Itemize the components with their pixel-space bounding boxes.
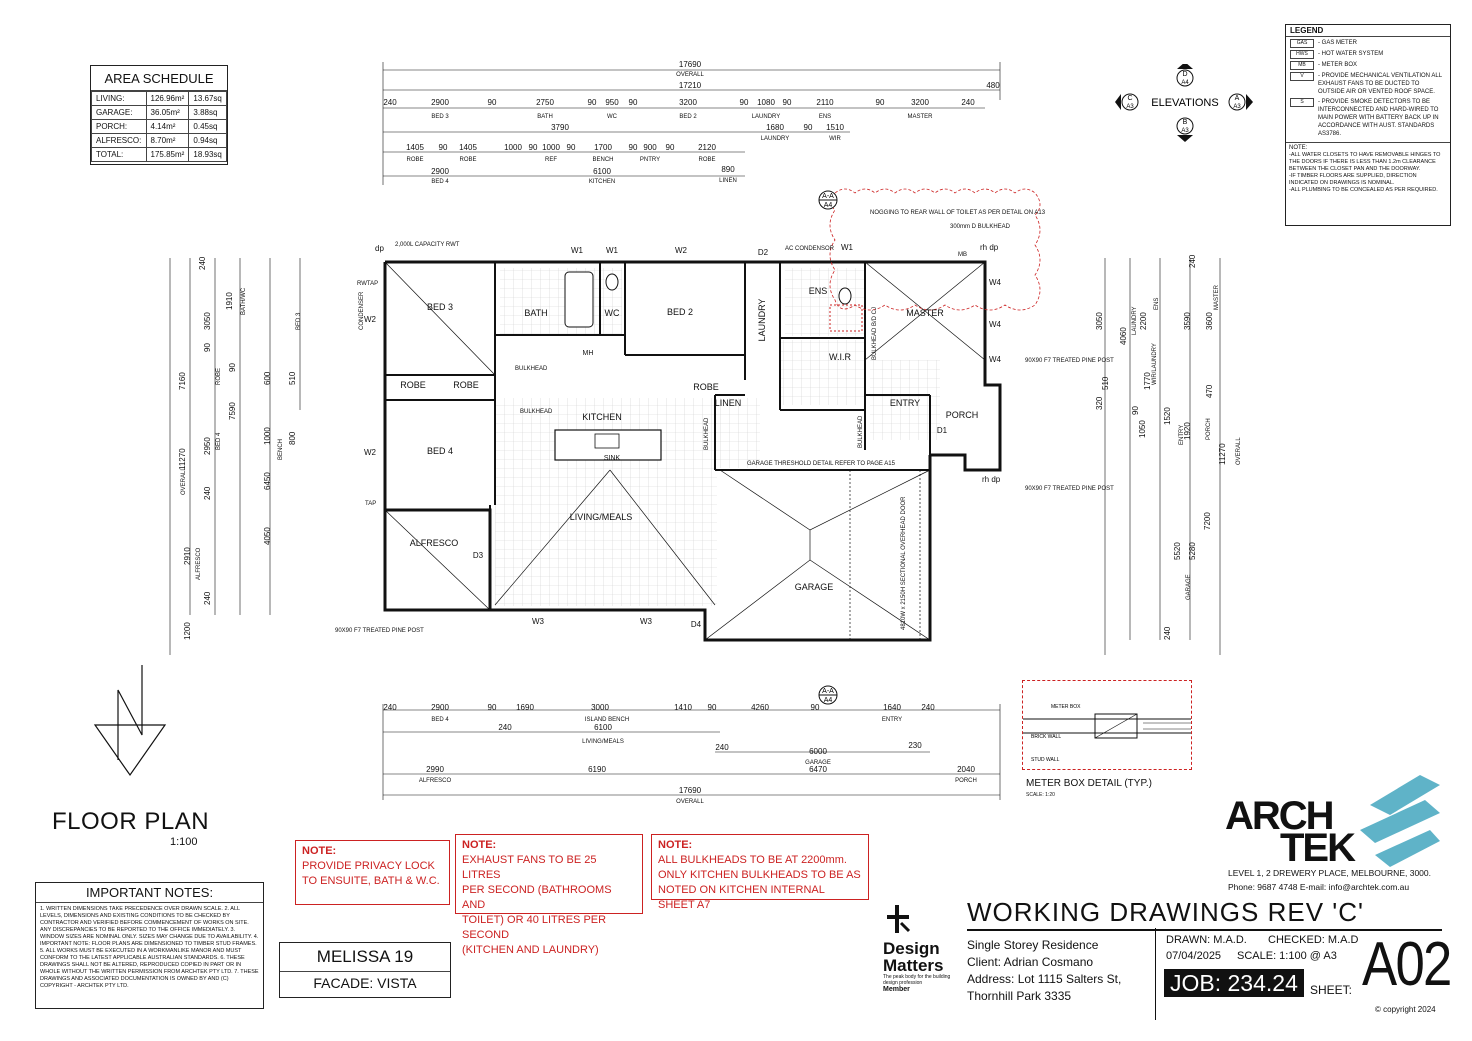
dimension-label: 11270 [1218, 443, 1227, 465]
svg-text:RWTAP: RWTAP [357, 281, 379, 287]
svg-text:BULKHEAD: BULKHEAD [858, 415, 864, 448]
dimension-label: 5520 [1173, 542, 1182, 560]
room-label: ROBE [400, 380, 426, 390]
window-door-tag: W3 [532, 617, 544, 626]
window-door-tag: W3 [640, 617, 652, 626]
svg-text:A3: A3 [1126, 104, 1134, 110]
room-label: SINK [603, 455, 621, 462]
dimension-label: 3600 [1205, 312, 1214, 330]
svg-text:dp: dp [375, 244, 384, 253]
elev-b: B [1182, 119, 1188, 126]
dim-room-label: WIR/LAUNDRY [1152, 343, 1158, 385]
dimension-label: 510 [288, 371, 297, 385]
room-dim-label: LAUNDRY [751, 114, 781, 120]
archtek-line1: ARCH [1225, 794, 1333, 838]
meter-box-detail [1022, 680, 1192, 770]
area-schedule-row: TOTAL: 175.85m² 18.93sq [92, 148, 227, 162]
svg-text:240: 240 [715, 743, 729, 752]
dim-room-label: ALFRESCO [196, 547, 202, 580]
meter-box-title: METER BOX DETAIL (TYP.) [1026, 778, 1152, 789]
dimension-label: 510 [1101, 376, 1110, 390]
room-label: GARAGE [794, 582, 834, 592]
svg-text:90X90 F7 TREATED PINE POST: 90X90 F7 TREATED PINE POST [1025, 358, 1114, 364]
dimension-label: 1050 [1138, 420, 1147, 438]
room-label: ENS [808, 286, 828, 296]
svg-text:METER BOX: METER BOX [1051, 704, 1081, 710]
window-door-tag: D3 [472, 551, 484, 560]
svg-text:2900: 2900 [431, 167, 449, 176]
dimension-label: 240 [198, 256, 207, 270]
elev-a: A [1234, 95, 1240, 102]
svg-text:STUD WALL: STUD WALL [1031, 757, 1060, 763]
dimension-label: 1000 [542, 143, 560, 152]
svg-text:6000: 6000 [809, 747, 827, 756]
dimension-label: 240 [383, 703, 397, 712]
room-dim-label: ROBE [459, 157, 477, 163]
dim-overall-bottom: 17690 [678, 786, 702, 795]
svg-text:LINEN: LINEN [719, 178, 737, 184]
important-notes-title: IMPORTANT NOTES: [36, 883, 263, 903]
dimension-label: 3050 [1095, 312, 1104, 330]
svg-text:BULKHEAD: BULKHEAD [704, 417, 710, 450]
dimension-label: 900 [643, 143, 657, 152]
svg-text:A-A: A-A [822, 193, 834, 200]
svg-text:rh dp: rh dp [982, 475, 1001, 484]
window-door-tag: D1 [936, 426, 948, 435]
dimension-label: 7160 [178, 372, 187, 390]
svg-text:300mm D BULKHEAD: 300mm D BULKHEAD [950, 224, 1011, 230]
svg-text:NOGGING TO REAR WALL OF TOILET: NOGGING TO REAR WALL OF TOILET AS PER DETAIL ON A13 [870, 210, 1046, 216]
archtek-contact: Phone: 9687 4748 E-mail: info@archtek.com.au [1228, 882, 1410, 892]
svg-text:LIVING/MEALS: LIVING/MEALS [582, 739, 624, 745]
important-notes-body: 1. WRITTEN DIMENSIONS TAKE PRECEDENCE OVER DRAWN SCALE. 2. ALL LEVELS, DIMENSIONS AND EXISTING CONDITIONS TO BE CHECKED BY CONTRACTOR AND VERIFIED BEFORE COMMENCEMENT OF WORKS ON SITE. ANY DISCREPANCIES TO BE REPORTED TO THE OFFICE IMMEDIATELY. 3. WINDOW SIZES ARE NOMINAL ONLY. SIZES MAY CHANGE DUE TO AVAILABILITY. 4. IMPORTANT NOTE: FLOOR PLANS ARE DIMENSIONED TO TIMBER STUD FRAMES. 5. ALL WORKS MUST BE EXECUTED IN A WORKMANLIKE MANOR AND MUST CONFORM TO THE LATEST APPLICABLE AUSTRALIAN STANDARDS. 6. THESE DRAWINGS SHALL NOT BE ALTERED, REPRODUCED COPIED IN PART OR IN WHOLE WITHOUT THE WRITTEN PERMISSION FROM ARCHTEK PTY LTD. 7. THESE DRAWINGS AND ASSOCIATED DOCUMENTATION IS OWNED BY AND (C) COPYRIGHT - ARCHTEK PTY LTD. [40, 906, 259, 989]
svg-text:2990: 2990 [426, 765, 444, 774]
room-dim-label: ROBE [698, 157, 716, 163]
svg-text:ALFRESCO: ALFRESCO [418, 778, 452, 784]
room-label: LIVING/MEALS [569, 512, 633, 522]
svg-text:MB: MB [958, 252, 967, 258]
svg-text:BULKHEAD: BULKHEAD [515, 366, 548, 372]
dimension-label: 5280 [1188, 542, 1197, 560]
room-dim-label: WC [607, 114, 617, 120]
svg-text:90X90 F7 TREATED PINE POST: 90X90 F7 TREATED PINE POST [335, 628, 424, 634]
dimension-label: 240 [1188, 254, 1197, 268]
dimension-label: 2900 [431, 98, 449, 107]
window-door-tag: W1 [606, 246, 618, 255]
legend-item: V - PROVIDE MECHANICAL VENTILATION ALL EXHAUST FANS TO BE DUCTED TO OUTSIDE AIR OR VENTED ROOF SPACE. [1290, 72, 1446, 96]
dimension-label: 320 [1095, 396, 1104, 410]
tiled-kitchen [495, 398, 717, 606]
room-dim-label: REF [545, 157, 557, 163]
dimension-label: 1700 [594, 143, 612, 152]
dimension-label: 90 [875, 98, 885, 107]
dimension-label: 90 [665, 143, 675, 152]
room-label: MH [582, 350, 594, 357]
meter-box-scale: SCALE: 1:20 [1026, 792, 1055, 798]
dimension-label: 3200 [911, 98, 929, 107]
design-matters-icon [883, 903, 913, 935]
north-arrow [95, 665, 165, 775]
dimension-label: 2110 [816, 98, 834, 107]
dim-room-label: ENTRY [1179, 424, 1185, 445]
dimension-label: 90 [228, 363, 237, 372]
window-door-tag: W4 [989, 320, 1001, 329]
dimension-label: 240 [1163, 626, 1172, 640]
svg-text:AC CONDENSOR: AC CONDENSOR [785, 246, 835, 252]
dim-room-label: GARAGE [1186, 574, 1192, 600]
dimension-label: 90 [487, 703, 497, 712]
area-schedule-title: AREA SCHEDULE [91, 66, 227, 91]
room-dim-label: ISLAND BENCH [584, 717, 630, 723]
dim-480: 480 [986, 81, 1000, 90]
dimension-label: 2120 [698, 143, 716, 152]
svg-text:BULKHEAD B/D CJ: BULKHEAD B/D CJ [872, 306, 878, 360]
dimension-label: 4260 [751, 703, 769, 712]
svg-text:CONDENSER: CONDENSER [359, 291, 365, 330]
room-label: KITCHEN [582, 412, 622, 422]
svg-text:6100: 6100 [594, 723, 612, 732]
project-name: MELISSA 19 [280, 943, 450, 972]
dimension-label: 90 [487, 98, 497, 107]
legend-item: GAS - GAS METER [1290, 39, 1446, 48]
room-label: ALFRESCO [409, 538, 459, 548]
svg-text:A-A: A-A [822, 688, 834, 695]
note-bulkheads: NOTE: ALL BULKHEADS TO BE AT 2200mm. ONLY KITCHEN BULKHEADS TO BE AS NOTED ON KITCHEN INTERNAL SHEET A7 [651, 834, 869, 900]
svg-text:240: 240 [498, 723, 512, 732]
svg-text:GARAGE: GARAGE [805, 760, 831, 766]
svg-text:BED 4: BED 4 [431, 179, 449, 185]
dim-room-label: ENS [1154, 297, 1160, 310]
dimension-label: 90 [587, 98, 597, 107]
window-door-tag: W2 [364, 315, 376, 324]
project-box [279, 942, 451, 998]
drawn-by: DRAWN: M.A.D. [1166, 934, 1247, 946]
important-notes [35, 882, 264, 1009]
svg-text:KITCHEN: KITCHEN [588, 179, 616, 185]
svg-text:WIR: WIR [829, 136, 841, 142]
dimension-label: 240 [383, 98, 397, 107]
note-privacy-lock: NOTE: PROVIDE PRIVACY LOCK TO ENSUITE, BATH & W.C. [295, 840, 450, 905]
dimension-label: 90 [628, 143, 638, 152]
dim-room-label: BED 3 [296, 312, 302, 330]
svg-text:A3: A3 [1233, 104, 1241, 110]
dimension-label: 1640 [883, 703, 901, 712]
svg-text:4810W x 2150H SECTIONAL OVERHE: 4810W x 2150H SECTIONAL OVERHEAD DOOR [901, 496, 907, 630]
room-label: BATH [524, 308, 548, 318]
copyright: © copyright 2024 [1375, 1005, 1436, 1014]
note-exhaust-fans: NOTE: EXHAUST FANS TO BE 25 LITRES PER SECOND (BATHROOMS AND TOILET) OR 40 LITRES PER SECOND (KITCHEN AND LAUNDRY) [455, 834, 643, 914]
dimension-label: 90 [782, 98, 792, 107]
dim-3790: 3790 [551, 123, 569, 132]
dimension-label: 800 [288, 431, 297, 445]
dimension-label: 2950 [203, 437, 212, 455]
dim-room-label: OVERALL [1236, 437, 1242, 465]
dim-room-label: MASTER [1214, 284, 1220, 310]
title-block-heading: WORKING DRAWINGS REV 'C' [967, 897, 1442, 931]
dim-room-label: LAUNDRY [1132, 306, 1138, 335]
dimension-label: 1000 [263, 427, 272, 445]
window-door-tag: W4 [989, 355, 1001, 364]
svg-text:90X90 F7 TREATED PINE POST: 90X90 F7 TREATED PINE POST [1025, 486, 1114, 492]
sheet-label: SHEET: [1310, 983, 1353, 997]
dimension-label: 90 [739, 98, 749, 107]
room-dim-label: ROBE [406, 157, 424, 163]
svg-text:2,000L CAPACITY RWT: 2,000L CAPACITY RWT [395, 242, 460, 248]
room-label: WC [604, 308, 620, 318]
meter-box-diagram [1023, 681, 1191, 769]
dimension-label: 7590 [228, 402, 237, 420]
room-dim-label: ENS [818, 114, 832, 120]
dimension-label: 90 [628, 98, 638, 107]
svg-text:OVERALL: OVERALL [676, 72, 704, 78]
dim-room-label: PORCH [1206, 418, 1212, 440]
window-door-tag: W1 [571, 246, 583, 255]
dimension-label: 2750 [536, 98, 554, 107]
room-label: BED 2 [666, 307, 694, 317]
area-schedule-row: GARAGE: 36.05m² 3.88sq [92, 106, 227, 120]
room-dim-label: ENTRY [881, 717, 903, 723]
legend-note-title: NOTE: [1289, 145, 1308, 151]
archtek-line2: TEK [1280, 826, 1354, 870]
area-schedule-row: ALFRESCO: 8.70m² 0.94sq [92, 134, 227, 148]
dimension-label: 1200 [183, 622, 192, 640]
dimension-label: 11270 [178, 448, 187, 470]
svg-text:2040: 2040 [957, 765, 975, 774]
svg-text:GARAGE THRESHOLD DETAIL REFER: GARAGE THRESHOLD DETAIL REFER TO PAGE A15 [747, 461, 895, 467]
room-label: ROBE [693, 382, 719, 392]
room-dim-label: BENCH [592, 157, 614, 163]
sheet-number: A02 [1362, 930, 1451, 999]
project-facade: FACADE: VISTA [313, 975, 417, 991]
dimension-label: 950 [605, 98, 619, 107]
dimension-label: 1405 [459, 143, 477, 152]
dim-overall-top: 17690 [678, 60, 702, 69]
room-dim-label: PNTRY [639, 157, 661, 163]
room-dim-label: BED 4 [431, 717, 449, 723]
dimension-label: 1405 [406, 143, 424, 152]
room-label: BED 4 [426, 446, 454, 456]
dimension-label: 3200 [679, 98, 697, 107]
dimension-label: 240 [961, 98, 975, 107]
room-label: PORCH [945, 410, 979, 420]
dimension-label: 1520 [1163, 407, 1172, 425]
dimension-label: 7200 [1203, 512, 1212, 530]
legend-item: MB - METER BOX [1290, 61, 1446, 70]
elevations-label: ELEVATIONS [1151, 97, 1219, 109]
legend-title: LEGEND [1286, 25, 1450, 37]
checked-by: CHECKED: M.A.D [1268, 934, 1359, 946]
dimension-label: 90 [707, 703, 717, 712]
dimension-label: 2200 [1139, 312, 1148, 330]
dimension-label: 1770 [1143, 372, 1152, 390]
dimension-label: 1410 [674, 703, 692, 712]
room-label: BED 3 [426, 302, 454, 312]
dimension-label: 3050 [203, 312, 212, 330]
svg-text:A4: A4 [1181, 80, 1189, 86]
dimension-label: 1910 [225, 292, 234, 310]
dimension-label: 90 [566, 143, 576, 152]
window-door-tag: D2 [757, 248, 769, 257]
dimension-label: 240 [203, 486, 212, 500]
svg-text:6100: 6100 [593, 167, 611, 176]
drawing-scale: SCALE: 1:100 @ A3 [1237, 950, 1337, 962]
room-label: LAUNDRY [757, 298, 767, 342]
dim-room-label: BENCH [278, 438, 284, 460]
svg-text:BULKHEAD: BULKHEAD [520, 409, 553, 415]
dimension-label: 3590 [1183, 312, 1192, 330]
svg-text:230: 230 [908, 741, 922, 750]
svg-text:BRICK WALL: BRICK WALL [1031, 734, 1062, 740]
elev-c: C [1127, 95, 1133, 102]
dim-room-label: BATH/WC [241, 287, 247, 315]
dimension-label: 90 [203, 343, 212, 352]
dimension-label: 90 [1131, 406, 1140, 415]
dimension-label: 2900 [431, 703, 449, 712]
archtek-logo [1225, 775, 1440, 870]
dim-room-label: OVERALL [181, 467, 187, 495]
legend-note: -ALL PLUMBING TO BE CONCEALED AS PER REQUIRED. [1289, 187, 1438, 193]
legend-note: -ALL WATER CLOSETS TO HAVE REMOVABLE HINGES TO THE DOORS IF THERE IS LESS THAN 1.2m CLEARANCE BETWEEN THE CLOSET PAN AND THE DOORWAY. [1289, 152, 1441, 172]
room-dim-label: BED 3 [431, 114, 449, 120]
room-label: MASTER [906, 308, 944, 318]
dimension-label: 6450 [263, 472, 272, 490]
dimension-label: 1000 [504, 143, 522, 152]
elev-d: D [1182, 71, 1188, 78]
dimension-label: 1080 [757, 98, 775, 107]
window-door-tag: W2 [364, 448, 376, 457]
dimension-label: 90 [810, 703, 820, 712]
svg-text:OVERALL: OVERALL [676, 799, 704, 805]
drawing-date: 07/04/2025 [1166, 950, 1222, 962]
dim-room-label: ROBE [216, 367, 222, 385]
svg-text:6190: 6190 [588, 765, 606, 774]
room-dim-label: MASTER [907, 114, 933, 120]
dimension-label: 2910 [183, 547, 192, 565]
room-label: ROBE [453, 380, 479, 390]
room-dim-label: BATH [537, 114, 553, 120]
dimension-label: 90 [528, 143, 538, 152]
room-dim-label: BED 2 [679, 114, 697, 120]
window-door-tag: D4 [690, 620, 702, 629]
svg-text:LAUNDRY: LAUNDRY [760, 136, 790, 142]
room-label: ENTRY [889, 398, 921, 408]
area-schedule-row: PORCH: 4.14m² 0.45sq [92, 120, 227, 134]
dim-room-label: BED 4 [216, 432, 222, 450]
title-block-info: Single Storey Residence Client: Adrian Cosmano Address: Lot 1115 Salters St, Thornhill Park 3335 [967, 938, 1122, 1003]
floor-plan-scale: 1:100 [170, 836, 198, 848]
dim-17210: 17210 [678, 81, 702, 90]
legend-note: -IF TIMBER FLOORS ARE SUPPLIED, DIRECTION INDICATED ON DRAWINGS IS NOMINAL. [1289, 173, 1417, 186]
svg-text:90: 90 [803, 123, 813, 132]
floor-plan-title: FLOOR PLAN [52, 808, 210, 835]
svg-text:rh dp: rh dp [980, 243, 999, 252]
legend-item: HWS - HOT WATER SYSTEM [1290, 50, 1446, 59]
archtek-address: LEVEL 1, 2 DREWERY PLACE, MELBOURNE, 3000. [1228, 868, 1431, 878]
window-door-tag: W2 [675, 246, 687, 255]
dimension-label: 470 [1205, 384, 1214, 398]
legend-item: S - PROVIDE SMOKE DETECTORS TO BE INTERCONNECTED AND HARD-WIRED TO MAIN POWER WITH BATTERY BACK UP IN ACCORDANCE WITH AUST. STANDARDS AS3786. [1290, 98, 1446, 138]
dimension-label: 1690 [516, 703, 534, 712]
job-number: JOB: 234.24 [1164, 969, 1304, 997]
dimension-label: 4050 [263, 527, 272, 545]
dimension-label: 600 [263, 371, 272, 385]
section-marker-top [819, 191, 837, 704]
svg-text:PORCH: PORCH [955, 778, 977, 784]
archtek-mark [1345, 775, 1440, 867]
svg-text:A4: A4 [823, 202, 833, 209]
area-schedule-row: LIVING: 126.96m² 13.67sq [92, 92, 227, 106]
svg-text:890: 890 [721, 165, 735, 174]
dimension-label: 240 [203, 591, 212, 605]
dimension-label: 4060 [1119, 327, 1128, 345]
window-door-tag: W4 [989, 278, 1001, 287]
svg-text:A3: A3 [1181, 128, 1189, 134]
svg-text:A4: A4 [823, 697, 833, 704]
dimension-label: 3000 [591, 703, 609, 712]
dimension-label: 1920 [1183, 422, 1192, 440]
room-label: LINEN [714, 398, 742, 408]
svg-text:6470: 6470 [809, 765, 827, 774]
window-door-tag: W1 [841, 243, 853, 252]
room-label: W.I.R [829, 352, 851, 362]
svg-text:TAP: TAP [365, 501, 377, 507]
svg-text:1680: 1680 [766, 123, 784, 132]
dimension-label: 240 [921, 703, 935, 712]
dimension-label: 90 [438, 143, 448, 152]
svg-text:1510: 1510 [826, 123, 844, 132]
design-matters-logo: Design Matters The peak body for the building design profession Member [883, 903, 963, 1003]
